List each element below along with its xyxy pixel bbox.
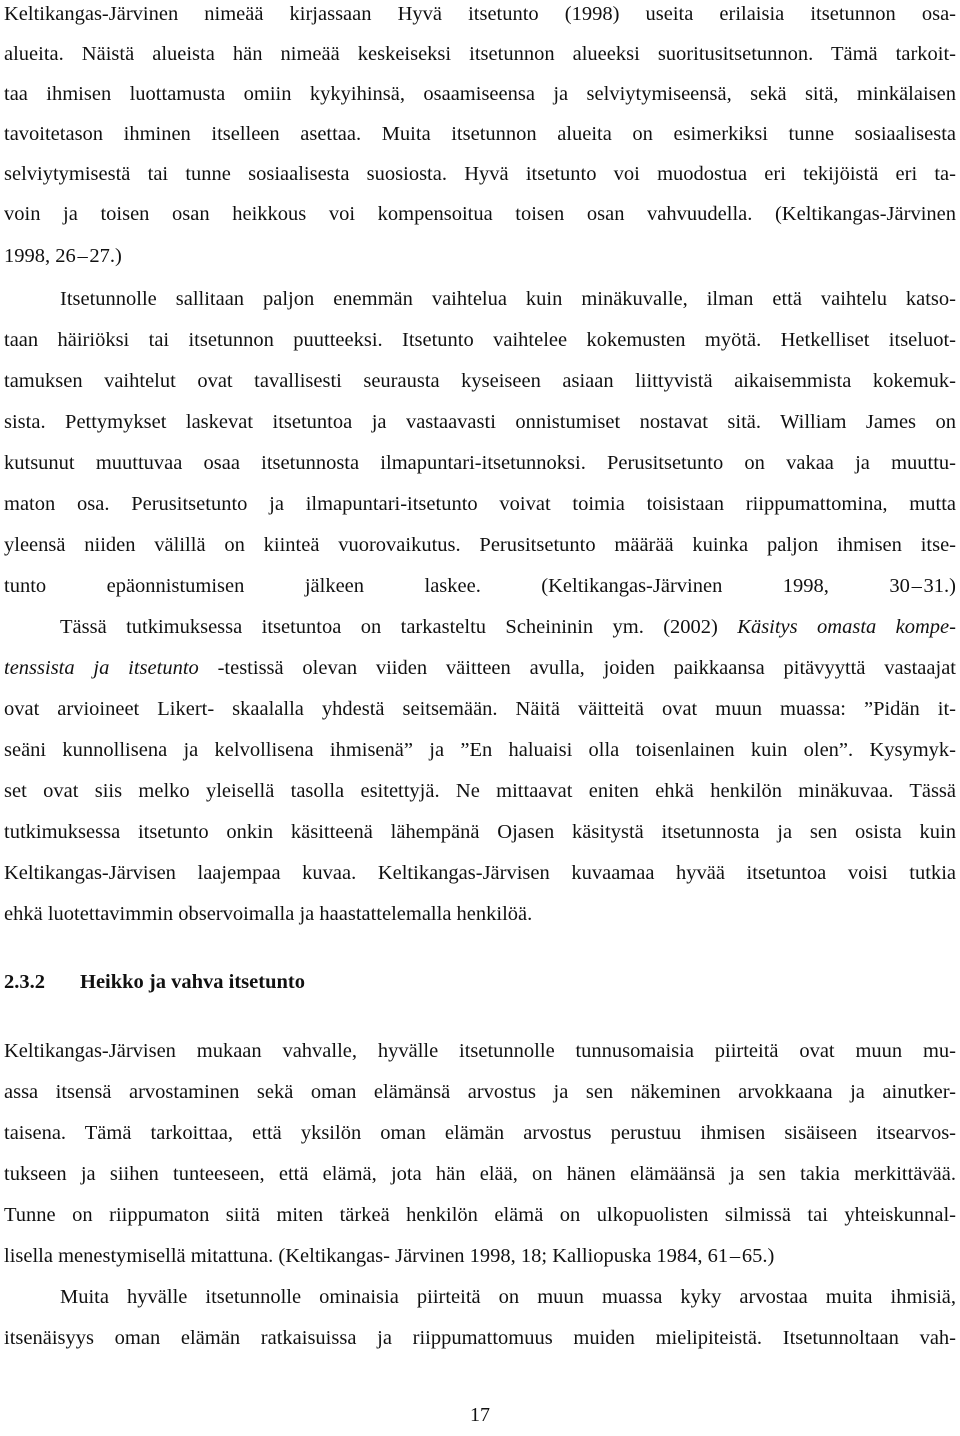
section-heading <box>4 970 305 994</box>
text-line: tamuksen vaihtelut ovat tavallisesti seurausta kyseiseen asiaan liittyvistä aikaisemmista kokemuk- <box>4 370 956 392</box>
section-number: 2.3.2 <box>4 971 45 993</box>
text-line: seäni kunnollisena ja kelvollisena ihmisenä” ja ”En haluaisi olla toisenlainen kuin olen”. Kysymyk- <box>4 739 956 761</box>
text-line: ehkä luotettavimmin observoimalla ja haastattelemalla henkilöä. <box>4 903 533 925</box>
text-line: tutkimuksessa itsetunto onkin käsitteenä lähempänä Ojasen käsitystä itsetunnosta ja sen osista kuin <box>4 821 956 843</box>
test-title-italic: Käsitys omasta kompe- <box>737 616 956 638</box>
text-line: tunto epäonnistumisen jälkeen laskee. (Keltikangas-Järvinen 1998, 30 – 31.) <box>4 575 956 597</box>
text-line: 1998, 26 – 27.) <box>4 245 122 267</box>
section-title: Heikko ja vahva itsetunto <box>80 971 305 993</box>
text-line: Keltikangas-Järvisen mukaan vahvalle, hyvälle itsetunnolle tunnusomaisia piirteitä ovat muun mu- <box>4 1040 956 1062</box>
test-title-italic: tenssista ja itsetunto <box>4 657 199 679</box>
text-line: alueita. Näistä alueista hän nimeää keskeiseksi itsetunnon alueeksi suoritusitsetunnon. Tämä tarkoit- <box>4 43 956 65</box>
text-line: Keltikangas-Järvinen nimeää kirjassaan Hyvä itsetunto (1998) useita erilaisia itsetunnon osa- <box>4 3 956 25</box>
text-line: Muita hyvälle itsetunnolle ominaisia piirteitä on muun muassa kyky arvostaa muita ihmisiä, <box>60 1286 956 1308</box>
text-line: Itsetunnolle sallitaan paljon enemmän vaihtelua kuin minäkuvalle, ilman että vaihtelu katso- <box>60 288 956 310</box>
text-line: ovat arvioineet Likert- skaalalla yhdestä seitsemään. Näitä väitteitä ovat muun muassa: ”Pidän it- <box>4 698 956 720</box>
text-line: Keltikangas-Järvisen laajempaa kuvaa. Keltikangas-Järvisen kuvaamaa hyvää itsetuntoa voisi tutkia <box>4 862 956 884</box>
text-line: voin ja toisen osan heikkous voi kompensoitua toisen osan vahvuudella. (Keltikangas-Järvinen <box>4 203 956 225</box>
text-line: taan häiriöksi tai itsetunnon puutteeksi. Itsetunto vaihtelee kokemusten myötä. Hetkelliset itseluot- <box>4 329 956 351</box>
text-line: assa itsensä arvostaminen sekä oman elämänsä arvostus ja sen näkeminen arvokkaana ja ainutker- <box>4 1081 956 1103</box>
text-line: tukseen ja siihen tunteeseen, että elämä, jota hän elää, on hänen elämäänsä ja sen takia merkittävää. <box>4 1163 956 1185</box>
text-span: Tässä tutkimuksessa itsetuntoa on tarkasteltu Scheininin ym. (2002) <box>60 616 738 638</box>
text-line: kutsunut muuttuvaa osaa itsetunnosta ilmapuntari-itsetunnoksi. Perusitsetunto on vakaa ja muuttu- <box>4 452 956 474</box>
text-line: Tunne on riippumaton siitä miten tärkeä henkilön elämä on ulkopuolisten silmissä tai yhteiskunnal- <box>4 1204 956 1226</box>
text-line: yleensä niiden välillä on kiinteä vuorovaikutus. Perusitsetunto määrää kuinka paljon ihmisen itse- <box>4 534 956 556</box>
text-line <box>4 656 956 680</box>
page-number: 17 <box>470 1404 490 1426</box>
text-line <box>60 615 956 639</box>
text-line: selviytymisestä tai tunne sosiaalisesta suosiosta. Hyvä itsetunto voi muodostua eri tekijöistä eri ta- <box>4 163 956 185</box>
text-line: tavoitetason ihminen itselleen asettaa. Muita itsetunnon alueita on esimerkiksi tunne sosiaalisesta <box>4 123 956 145</box>
text-line: sista. Pettymykset laskevat itsetuntoa ja vastaavasti onnistumiset nostavat sitä. William James on <box>4 411 956 433</box>
text-span: -testissä olevan viiden väitteen avulla, joiden paikkaansa pitävyyttä vastaajat <box>198 657 956 679</box>
text-line: itsenäisyys oman elämän ratkaisuissa ja riippumattomuus muiden mielipiteistä. Itsetunnoltaan vah- <box>4 1327 956 1349</box>
text-line: taisena. Tämä tarkoittaa, että yksilön oman elämän arvostus perustuu ihmisen sisäiseen itsearvos- <box>4 1122 956 1144</box>
text-line: maton osa. Perusitsetunto ja ilmapuntari-itsetunto voivat toimia toisistaan riippumattomina, mutta <box>4 493 956 515</box>
text-line: lisella menestymisellä mitattuna. (Keltikangas- Järvinen 1998, 18; Kalliopuska 1984, 61 – 65.) <box>4 1245 775 1267</box>
text-line: taa ihmisen luottamusta omiin kykyihinsä, osaamiseensa ja selviytymiseensä, sekä sitä, minkälaisen <box>4 83 956 105</box>
text-line: set ovat siis melko yleisellä tasolla esitettyjä. Ne mittaavat eniten ehkä henkilön minäkuvaa. Tässä <box>4 780 956 802</box>
